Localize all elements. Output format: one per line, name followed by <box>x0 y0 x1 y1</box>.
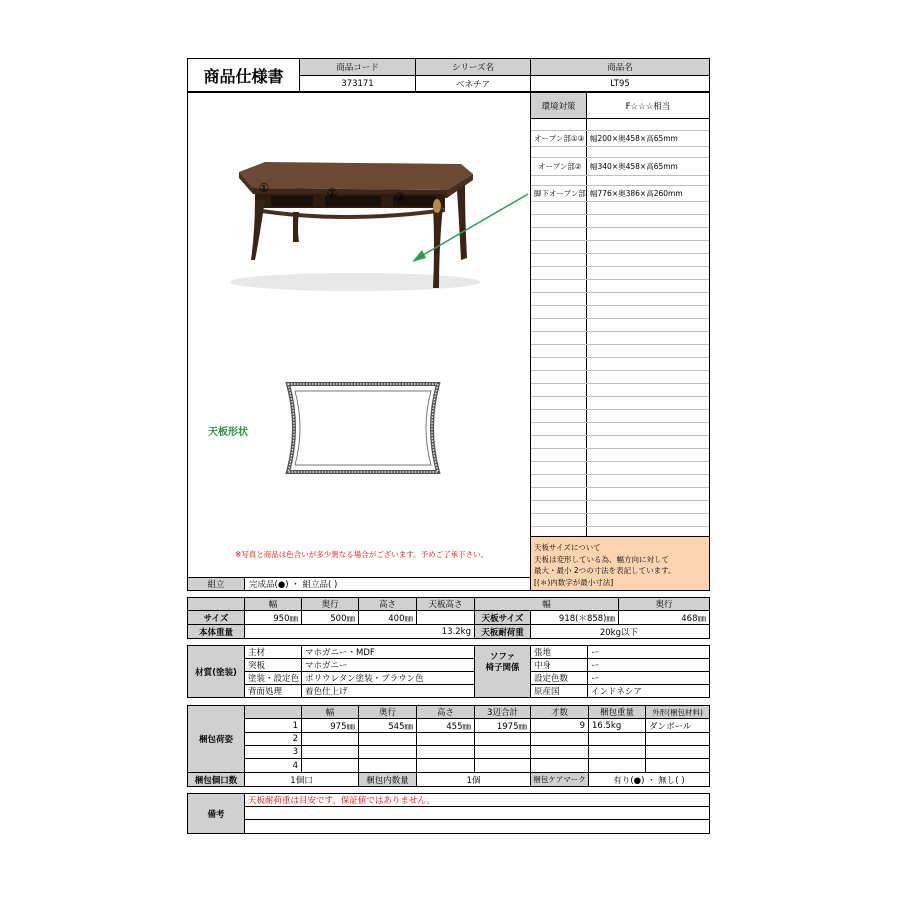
care-mark-value: 有り(●) ・ 無し( ) <box>613 775 685 786</box>
weight-label: 本体重量 <box>198 627 233 638</box>
top-size-width-value: 918(＊858)㎜ <box>558 613 615 624</box>
material-veneer-label: 突板 <box>248 661 266 671</box>
sofa-colors-label: 設定色数 <box>534 674 569 684</box>
size-header-width: 幅 <box>268 600 278 610</box>
package-row-height: 455㎜ <box>446 721 471 732</box>
origin-label: 原産国 <box>534 687 560 697</box>
material-label: 材質(塗装) <box>195 667 237 678</box>
package-row-sum: 1975㎜ <box>496 721 527 732</box>
package-row-no: 1 <box>292 720 298 731</box>
package-count-label: 梱包個口数 <box>194 775 238 786</box>
size-header-height: 高さ <box>378 600 396 610</box>
sofa-filling-value: ー <box>591 661 600 671</box>
load-label: 天板耐荷重 <box>481 627 524 638</box>
package-inner-value: 1個 <box>466 775 481 786</box>
load-value: 20kg以下 <box>599 627 638 638</box>
leg-opening-value: 幅776×奥386×高260mm <box>590 189 683 198</box>
package-header-depth: 奥行 <box>378 708 396 718</box>
top-size-header-width: 幅 <box>542 600 551 610</box>
sofa-label-line1: ソファ <box>489 652 516 662</box>
material-main-value: マホガニー・MDF <box>305 648 375 658</box>
material-back-label: 背面処理 <box>248 687 283 697</box>
material-finish-value: ポリウレタン塗装・ブラウン色 <box>305 674 424 684</box>
leg-opening-label: 脚下オープン部 <box>534 189 586 198</box>
package-header-width: 幅 <box>325 708 335 718</box>
package-label: 梱包荷姿 <box>198 735 233 745</box>
package-inner-label: 梱包内数量 <box>366 775 409 786</box>
package-row-sai: 9 <box>579 720 585 731</box>
top-shape-label: 天板形状 <box>208 426 248 437</box>
assembly-value: 完成品(●) ・ 組立品( ) <box>249 580 338 590</box>
size-label: サイズ <box>203 613 229 624</box>
material-veneer-value: マホガニー <box>305 661 348 671</box>
size-header-top-height: 天板高さ <box>428 600 463 610</box>
product-name-label: 商品名 <box>531 59 709 75</box>
package-count-value: 1個口 <box>290 775 313 786</box>
sofa-label-line2: 椅子関係 <box>485 663 520 673</box>
top-size-header-depth: 奥行 <box>655 600 673 610</box>
arrow-icon <box>408 190 532 266</box>
package-header-weight: 梱包重量 <box>599 708 634 718</box>
package-row-depth: 545㎜ <box>388 721 413 732</box>
series-label: シリーズ名 <box>416 59 530 75</box>
package-row-no: 3 <box>292 747 298 757</box>
package-row-no: 4 <box>292 760 298 771</box>
top-size-note-line: 天板は変形している為、幅方向に対して <box>534 554 669 564</box>
env-value: F☆☆☆相当 <box>625 101 671 112</box>
opening-1-3-value: 幅200×奥458×高65mm <box>590 134 678 143</box>
opening-marker-1: ① <box>258 181 270 195</box>
product-code-value: 373171 <box>341 78 374 89</box>
size-width-value: 950㎜ <box>273 613 298 624</box>
remarks-label: 備考 <box>207 809 225 820</box>
top-shape-diagram <box>278 380 448 476</box>
sofa-filling-label: 中身 <box>534 661 552 671</box>
package-row-width: 975㎜ <box>330 721 355 732</box>
top-size-note-line: 天板サイズについて <box>534 543 601 552</box>
material-back-value: 着色仕上げ <box>305 687 348 697</box>
opening-1-3-label: オープン部①③ <box>534 134 585 143</box>
env-label: 環境対策 <box>531 93 586 118</box>
size-header-depth: 奥行 <box>321 600 339 610</box>
package-row-material: ダンボール <box>649 721 692 732</box>
care-mark-label: 梱包ケアマーク <box>533 775 586 784</box>
opening-2-label: オープン部② <box>538 162 582 171</box>
top-size-note <box>531 536 709 590</box>
material-finish-label: 塗装・設定色 <box>248 674 300 684</box>
material-main-label: 主材 <box>248 648 266 658</box>
opening-2-value: 幅340×奥458×高65mm <box>590 162 678 171</box>
opening-marker-2: ② <box>326 186 338 200</box>
size-depth-value: 500㎜ <box>330 613 355 624</box>
sofa-label <box>475 652 530 676</box>
sofa-colors-value: ー <box>591 674 600 684</box>
package-row-weight: 16.5kg <box>592 720 622 731</box>
sofa-fabric-label: 張地 <box>534 648 552 658</box>
origin-value: インドネシア <box>591 687 642 697</box>
top-size-depth-value: 468㎜ <box>681 613 706 624</box>
package-header-sai: 才数 <box>550 708 568 718</box>
package-header-material: 外形(梱包材料) <box>652 707 703 717</box>
document-title: 商品仕様書 <box>203 66 284 86</box>
size-top-height-value <box>417 611 474 624</box>
product-code-label: 商品コード <box>300 59 415 75</box>
top-size-note-line: [(＊)内数字が最小寸法] <box>534 577 614 587</box>
weight-value: 13.2kg <box>441 626 471 637</box>
top-size-note-line: 最大・最小 2つの寸法を表記しています。 <box>534 566 676 575</box>
photo-color-note: ※写真と商品は色合いが多少異なる場合がございます。予めご了承下さい。 <box>235 549 489 559</box>
remarks-text: 天板耐荷重は目安です。保証値ではありません。 <box>248 796 435 806</box>
package-row-no: 2 <box>292 734 298 744</box>
opening-marker-3: ③ <box>394 190 406 204</box>
package-header-sum: 3辺合計 <box>487 708 518 718</box>
assembly-label: 組立 <box>188 578 244 590</box>
top-size-label: 天板サイズ <box>481 613 524 624</box>
sofa-fabric-value: ー <box>591 648 600 658</box>
package-header-height: 高さ <box>436 708 454 718</box>
series-value: ベネチア <box>455 79 490 90</box>
size-height-value: 400㎜ <box>388 613 413 624</box>
product-name-value: LT95 <box>610 78 630 89</box>
